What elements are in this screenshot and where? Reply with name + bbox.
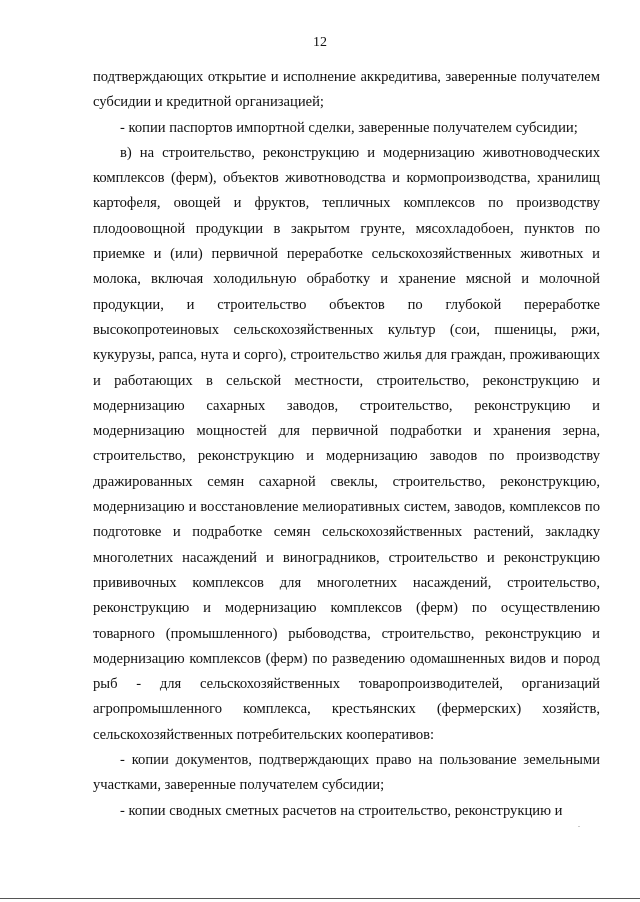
document-body <box>93 65 600 824</box>
paragraph-import-passports: - копии паспортов импортной сделки, заверенные получателем субсидии; <box>120 119 578 136</box>
paragraph-continuation: подтверждающих открытие и исполнение аккредитива, заверенные получателем субсидии и кредитной организацией; <box>93 69 600 111</box>
paragraph-estimates: - копии сводных сметных расчетов на строительство, реконструкцию и <box>120 802 563 819</box>
scan-speck <box>578 826 580 827</box>
scan-bottom-edge <box>0 898 640 899</box>
paragraph-item-v: в) на строительство, реконструкцию и модернизацию животноводческих комплексов (ферм), объектов животноводства и кормопроизводства, хранилищ картофеля, овощей и фруктов, тепличных комплексов по производству плодоовощной продукции в закрытом грунте, мясохладобоен, пунктов по приемке и (или) первичной переработке сельскохозяйственных животных и молока, включая холодильную обработку и хранение мясной и молочной продукции, и строительство объектов по глубокой переработке высокопротеиновых сельскохозяйственных культур (сои, пшеницы, ржи, кукурузы, рапса, нута и сорго), строительство жилья для граждан, проживающих и работающих в сельской местности, строительство, реконструкцию и модернизацию сахарных заводов, строительство, реконструкцию и модернизацию мощностей для первичной подработки и хранения зерна, строительство, реконструкцию и модернизацию заводов по производству дражированных семян сахарной свеклы, строительство, реконструкцию, модернизацию и восстановление мелиоративных систем, заводов, комплексов по подготовке и подработке семян сельскохозяйственных растений, закладку многолетних насаждений и виноградников, строительство и реконструкцию прививочных комплексов для многолетних насаждений, строительство, реконструкцию и модернизацию комплексов (ферм) по осуществлению товарного (промышленного) рыбоводства, строительство, реконструкцию и модернизацию комплексов (ферм) по разведению одомашненных видов и пород рыб - для сельскохозяйственных товаропроизводителей, организаций агропромышленного комплекса, крестьянских (фермерских) хозяйств, сельскохозяйственных потребительских кооперативов: <box>93 144 600 743</box>
paragraph-land-documents: - копии документов, подтверждающих право на пользование земельными участками, заверенные получателем субсидии; <box>93 752 600 794</box>
page-number: 12 <box>313 35 327 50</box>
